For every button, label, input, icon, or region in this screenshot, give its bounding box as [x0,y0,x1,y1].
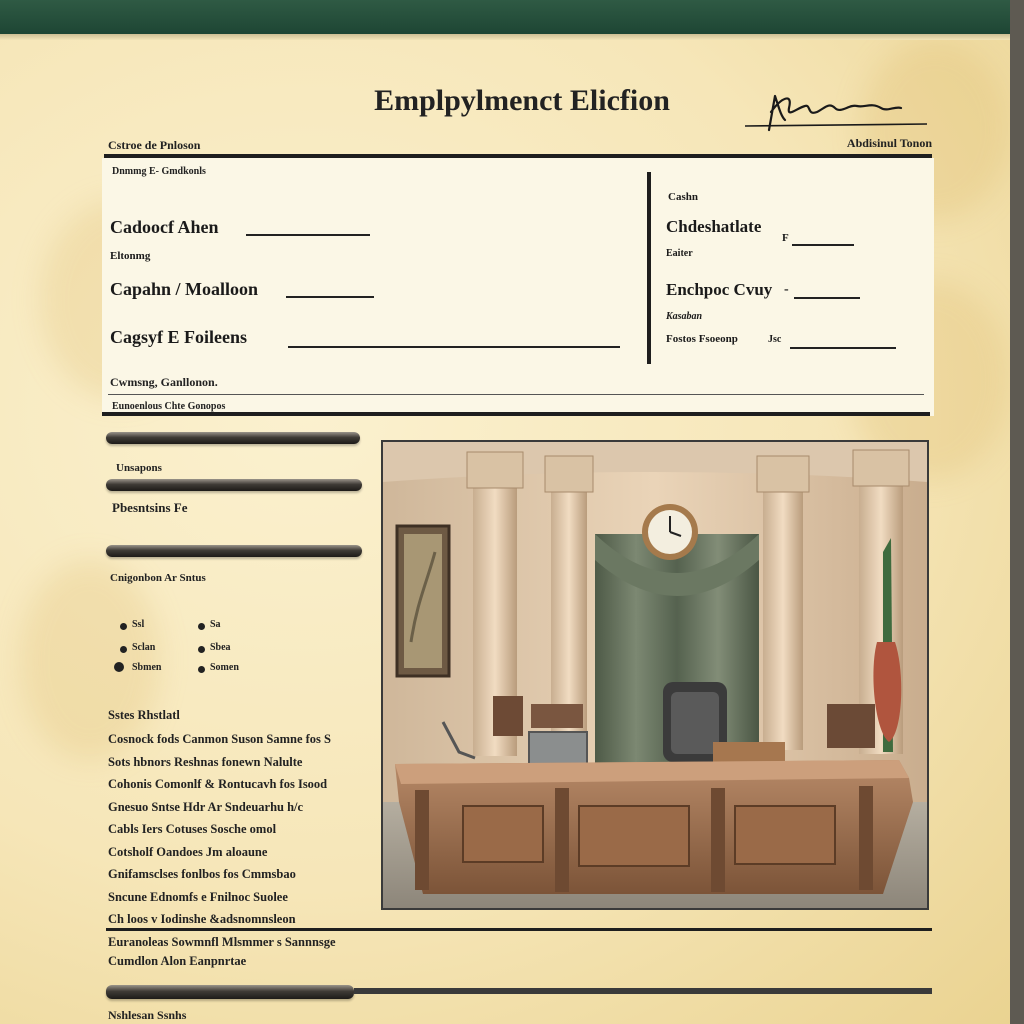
form-top-rule [104,154,932,158]
list-item: Sclan [132,642,156,653]
body-line: Gnesuo Sntse Hdr Ar Sndeuarhu h/c [108,799,304,814]
list-item: Somen [210,662,239,673]
field-label: Chdeshatlate [666,217,762,236]
document-title: Emplpylmenct Elicfion [374,84,670,117]
body-line: Cotsholf Oandoes Jm aloaune [108,844,268,859]
left-bar [106,479,362,491]
office-illustration [383,442,927,908]
bullet [120,646,127,653]
left-bar [106,432,360,444]
list-item: Ssl [132,619,145,630]
field-suffix: Jsc [768,334,782,345]
form-column-divider [647,172,651,364]
signature [745,78,935,138]
right-heading: Cashn [668,191,698,203]
left-label: Cnigonbon Ar Sntus [110,572,206,584]
bullet [198,666,205,673]
left-bar [106,545,362,557]
form-note: Dnmmg E- Gmdkonls [112,166,206,177]
body-heading: Sstes Rhstlatl [108,708,180,722]
body-paragraph [108,728,368,953]
form-footer-line: Eunoenlous Chte Gonopos [112,401,226,412]
body-line: Cabls Iers Cotuses Sosche omol [108,822,277,836]
field-sublabel: Kasaban [666,311,703,322]
field-input-line[interactable] [246,234,370,236]
field-sublabel: Eltonmg [110,250,151,262]
left-label: Unsapons [116,462,162,474]
field-label: Cadoocf Ahen [110,217,219,237]
field-input-line[interactable] [286,296,374,298]
footer-text: Nshlesan Ssnhs [108,1008,187,1022]
field-input-line[interactable] [792,244,854,246]
field-sublabel: Eaiter [666,248,693,259]
list-item: Sbea [210,642,231,653]
footer-line [354,988,932,994]
field-label: Enchpoc Cvuy [666,280,773,299]
field-label: Fostos Fsoeonp [666,333,738,345]
office-photo [381,440,929,910]
form-footer-line: Cwmsng, Ganllonon. [110,375,218,389]
footer-bar [106,985,354,999]
body-line: Euranoleas Sowmnfl Mlsmmer s Sannnsge [108,934,336,949]
field-label: Cagsyf E Foileens [110,327,247,347]
body-line: Cosnock fods Canmon Suson Samne fos S [108,732,331,746]
bullet [120,623,127,630]
bullet [198,646,205,653]
signature-caption: Abdisinul Tonon [846,136,932,150]
field-input-line[interactable] [794,297,860,299]
field-label: Capahn / Moalloon [110,279,259,299]
header-left-label: Cstroe de Pnloson [108,138,201,152]
form-bottom-rule [102,412,930,416]
body-line: Sncune Ednomfs e Fnilnoc Suolee [108,889,288,904]
body-line: Cohonis Comonlf & Rontucavh fos Isood [108,777,328,791]
document-top-band [0,0,1010,34]
footer-rule [106,928,932,931]
list-item: Sbmen [132,662,162,673]
body-line: Sots hbnors Reshnas fonewn Nalulte [108,754,303,769]
body-line: Gnifamsclses fonlbos fos Cmmsbao [108,867,296,881]
body-line: Ch loos v Iodinshe &adsnomnsleon [108,912,296,926]
field-suffix: - [784,282,789,297]
monitor [529,732,587,766]
left-label: Pbesntsins Fe [112,500,188,515]
list-item: Sa [210,619,221,630]
bullet [198,623,205,630]
footer-label: Cumdlon Alon Eanpnrtae [108,954,247,968]
field-input-line[interactable] [790,347,896,349]
field-suffix: F [782,232,789,244]
bullet [114,662,124,672]
field-input-line[interactable] [288,346,620,348]
